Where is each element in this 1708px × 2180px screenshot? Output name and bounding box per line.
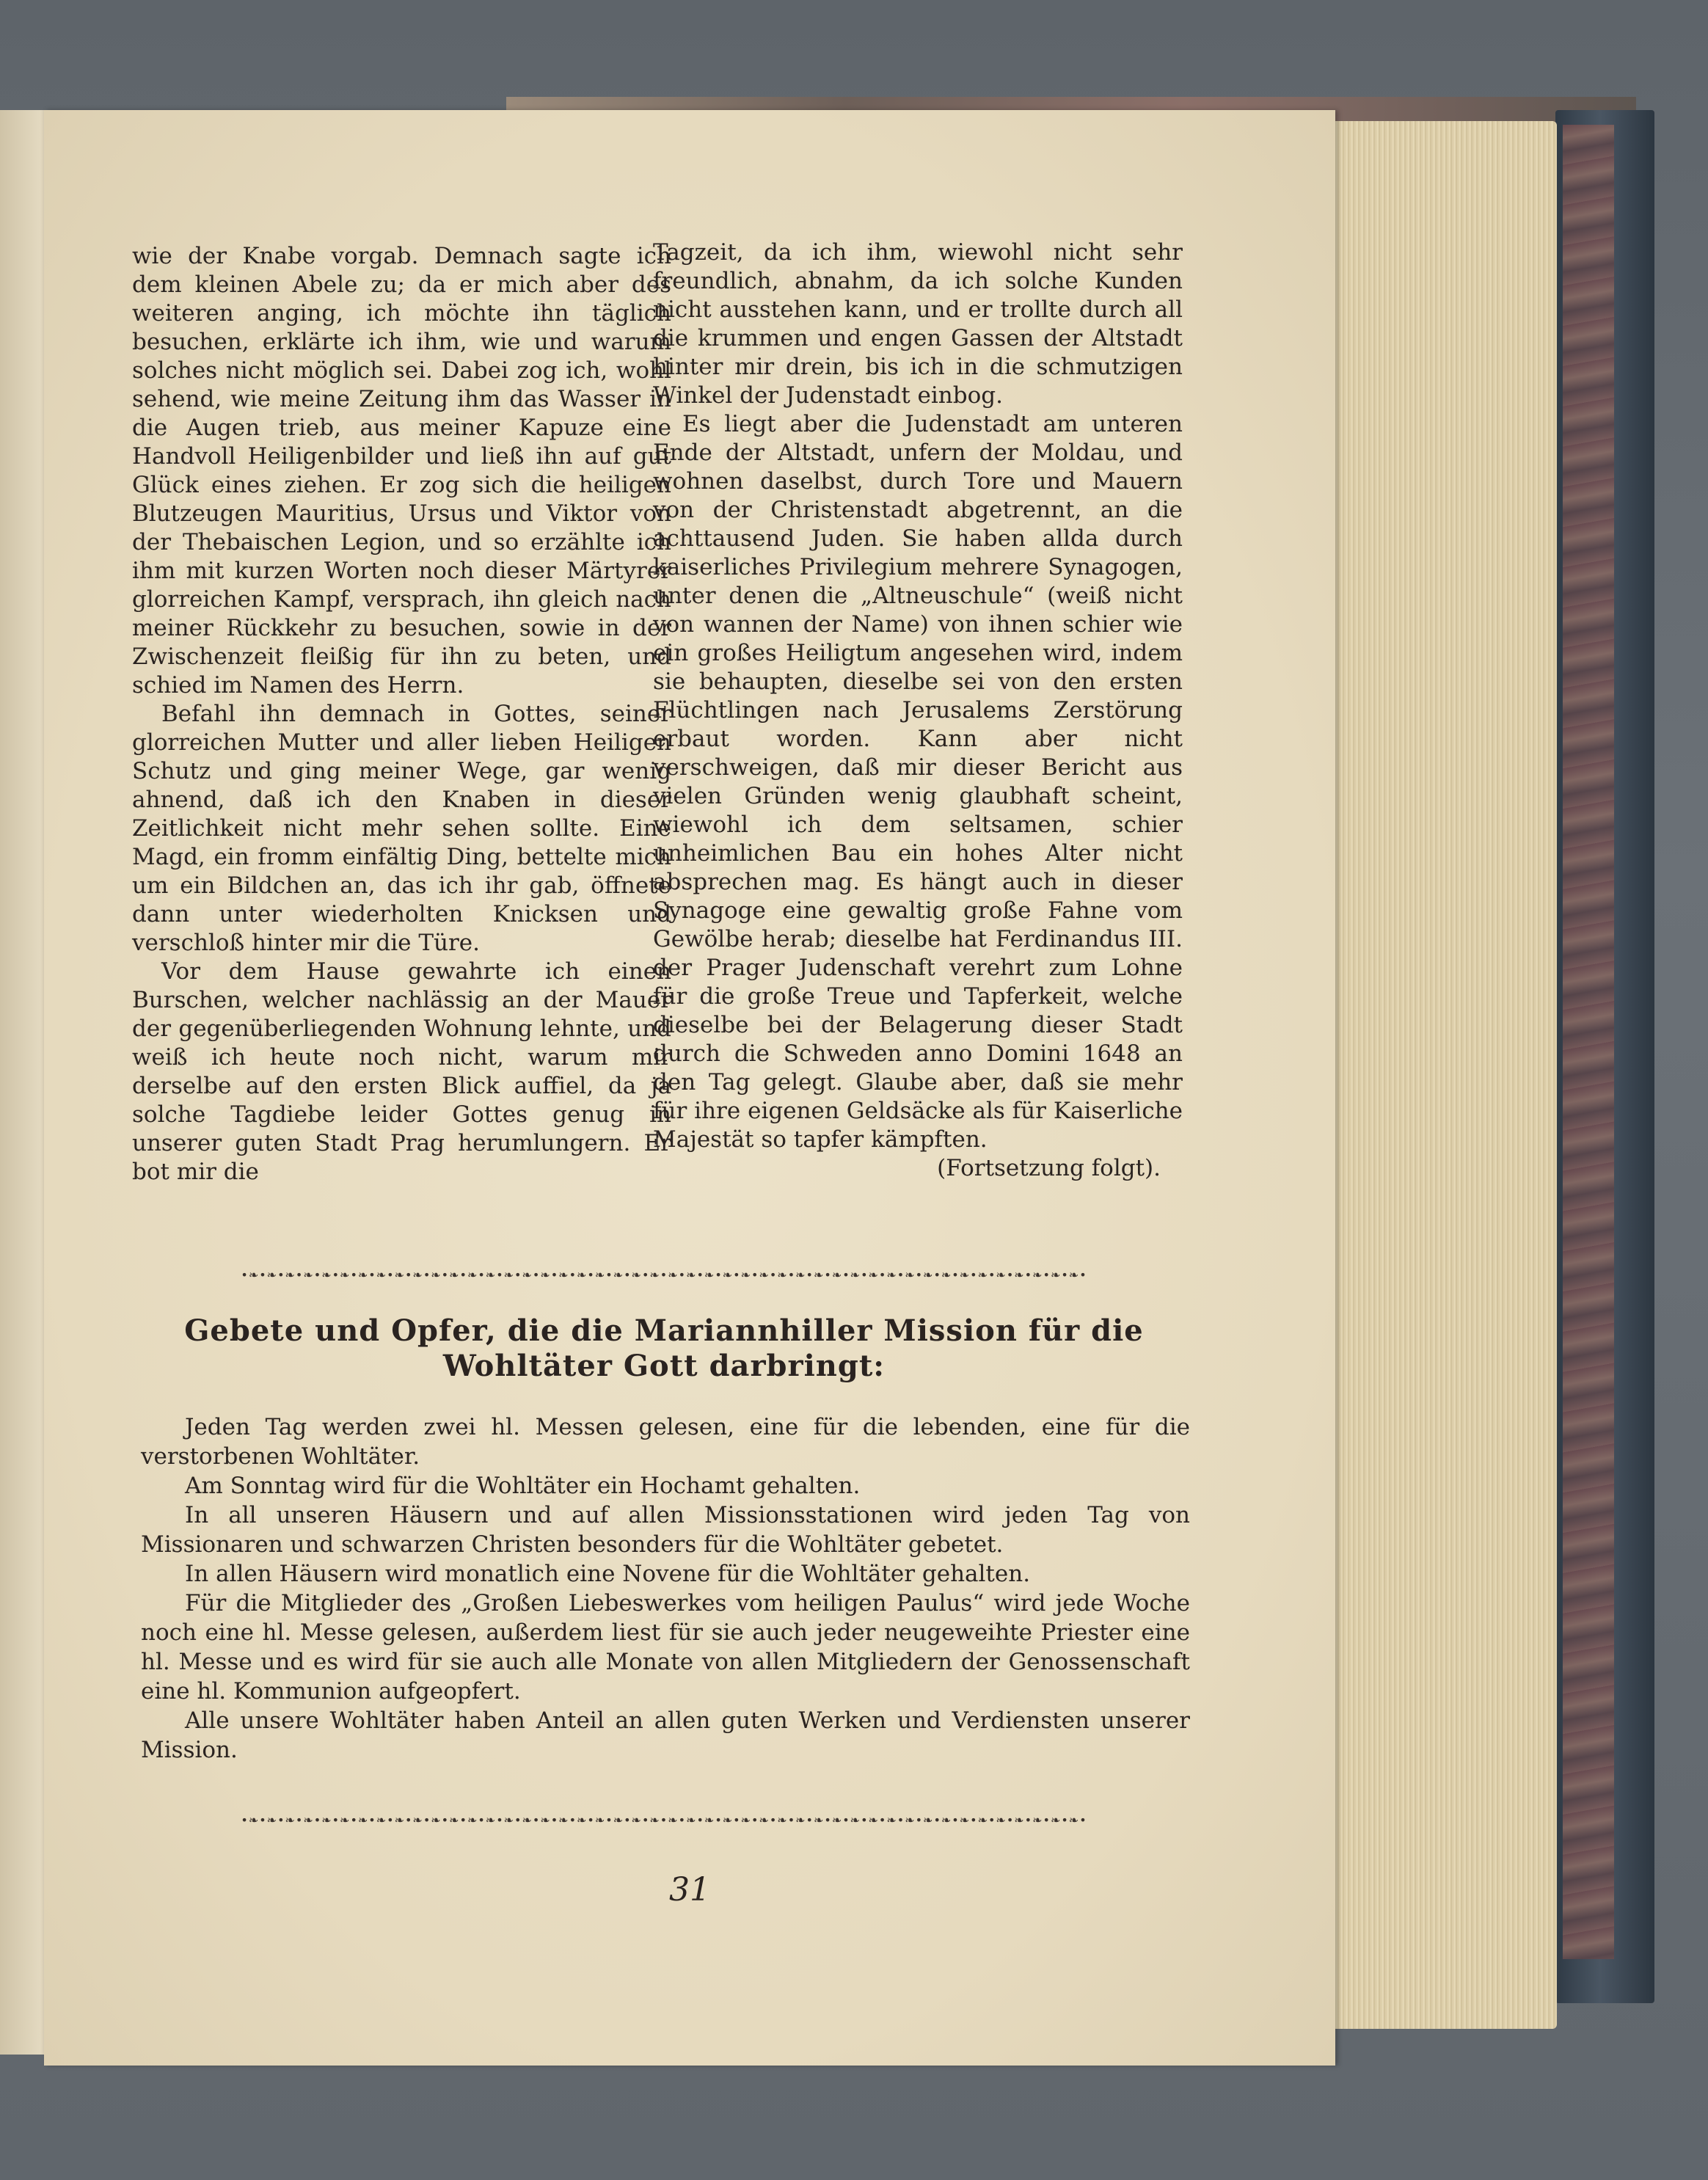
list-item: Für die Mitglieder des „Großen Liebeswerkes vom heiligen Paulus“ wird jede Woche noch eine hl. Messe gelesen, außerdem liest für sie auch jeder neugeweihte Priester eine hl. Messe und es wird für sie auch alle Monate von allen Mitgliedern der Genossenschaft eine hl. Kommunion aufgeopfert. — [141, 1590, 1190, 1705]
paragraph: Befahl ihn demnach in Gottes, seiner glorreichen Mutter und aller lieben Heiligen Schutz und ging meiner Wege, gar wenig ahnend, daß ich den Knaben in dieser Zeitlichkeit nicht mehr sehen sollte. Eine Magd, ein fromm einfältig Ding, bettelte mich um ein Bildchen an, das ich ihr gab, öffnete dann unter wiederholten Knicksen und verschloß hinter mir die Türe. — [132, 701, 671, 956]
list-item: Alle unsere Wohltäter haben Anteil an allen guten Werken und Verdiensten unserer Mission. — [141, 1707, 1190, 1763]
book-page — [44, 110, 1335, 2066]
list-item: In all unseren Häusern und auf allen Missionsstationen wird jeden Tag von Missionaren und schwarzen Christen besonders für die Wohltäter gebetet. — [141, 1502, 1190, 1558]
paragraph: wie der Knabe vorgab. Demnach sagte ich dem kleinen Abele zu; da er mich aber des weiteren anging, ich möchte ihn täglich besuchen, erklärte ich ihm, wie und warum solches nicht möglich sei. Dabei zog ich, wohl sehend, wie meine Zeitung ihm das Wasser in die Augen trieb, aus meiner Kapuze eine Handvoll Heiligenbilder und ließ ihn auf gut Glück eines ziehen. Er zog sich die heiligen Blutzeugen Mauritius, Ursus und Viktor von der Thebaischen Legion, und so erzählte ich ihm mit kurzen Worten noch dieser Märtyrer glorreichen Kampf, versprach, ihn gleich nach meiner Rückkehr zu besuchen, sowie in der Zwischenzeit fleißig für ihn zu beten, und schied im Namen des Herrn. — [132, 243, 671, 699]
paragraph: Tagzeit, da ich ihm, wiewohl nicht sehr freundlich, abnahm, da ich solche Kunden nicht ausstehen kann, und er trollte durch all die krummen und engen Gassen der Altstadt hinter mir drein, bis ich in die schmutzigen Winkel der Judenstadt einbog. — [653, 239, 1183, 409]
page-number: 31 — [669, 1871, 710, 1909]
text-column-right — [653, 238, 1183, 1183]
ornamental-divider: •❧•❧•❧•❧•❧•❧•❧•❧•❧•❧•❧•❧•❧•❧•❧•❧•❧•❧•❧•❧•❧•❧•❧•❧•❧•❧•❧•❧•❧•❧•❧•❧•❧•❧•❧•❧•❧•❧•❧•❧•❧•❧•❧•❧•❧•❧• — [241, 1268, 1087, 1282]
page-stack-fore-edge — [1329, 121, 1557, 2029]
continuation-note: (Fortsetzung folgt). — [937, 1155, 1161, 1181]
paragraph: Es liegt aber die Judenstadt am unteren Ende der Altstadt, unfern der Moldau, und wohnen daselbst, durch Tore und Mauern von der Christenstadt abgetrennt, an die achttausend Juden. Sie haben allda durch kaiserliches Privilegium mehrere Synagogen, unter denen die „Altneuschule“ (weiß nicht von wannen der Name) von ihnen schier wie ein großes Heiligtum angesehen wird, indem sie behaupten, dieselbe sei von den ersten Flüchtlingen nach Jerusalems Zerstörung erbaut worden. Kann aber nicht verschweigen, daß mir dieser Bericht aus vielen Gründen wenig glaubhaft scheint, wiewohl ich dem seltsamen, schier unheimlichen Bau ein hohes Alter nicht absprechen mag. Es hängt auch in dieser Synagoge eine gewaltig große Fahne vom Gewölbe herab; dieselbe hat Ferdinandus III. der Prager Judenschaft verehrt zum Lohne für die große Treue und Tapferkeit, welche dieselbe bei der Belagerung dieser Stadt durch die Schweden anno Domini 1648 an den Tag gelegt. Glaube aber, daß sie mehr für ihre eigenen Geldsäcke als für Kaiserliche Majestät so tapfer kämpften. — [653, 411, 1183, 1153]
ornamental-divider: •❧•❧•❧•❧•❧•❧•❧•❧•❧•❧•❧•❧•❧•❧•❧•❧•❧•❧•❧•❧•❧•❧•❧•❧•❧•❧•❧•❧•❧•❧•❧•❧•❧•❧•❧•❧•❧•❧•❧•❧•❧•❧•❧•❧•❧•❧• — [241, 1813, 1087, 1827]
list-item: Am Sonntag wird für die Wohltäter ein Hochamt gehalten. — [185, 1473, 861, 1499]
section-heading: Gebete und Opfer, die die Mariannhiller Mission für die Wohltäter Gott darbringt: — [184, 1313, 1144, 1383]
marbled-cover-edge — [1563, 125, 1614, 1959]
list-item: Jeden Tag werden zwei hl. Messen gelesen, eine für die lebenden, eine für die verstorbenen Wohltäter. — [141, 1414, 1190, 1470]
list-item: In allen Häusern wird monatlich eine Novene für die Wohltäter gehalten. — [185, 1561, 1031, 1587]
paragraph: Vor dem Hause gewahrte ich einen Burschen, welcher nachlässig an der Mauer der gegenüberliegenden Wohnung lehnte, und weiß ich heute noch nicht, warum mir derselbe auf den ersten Blick auffiel, da ja solche Tagdiebe leider Gottes genug in unserer guten Stadt Prag herumlungern. Er bot mir die — [132, 958, 671, 1185]
text-column-left — [132, 242, 671, 1186]
prayer-list — [141, 1412, 1190, 1765]
